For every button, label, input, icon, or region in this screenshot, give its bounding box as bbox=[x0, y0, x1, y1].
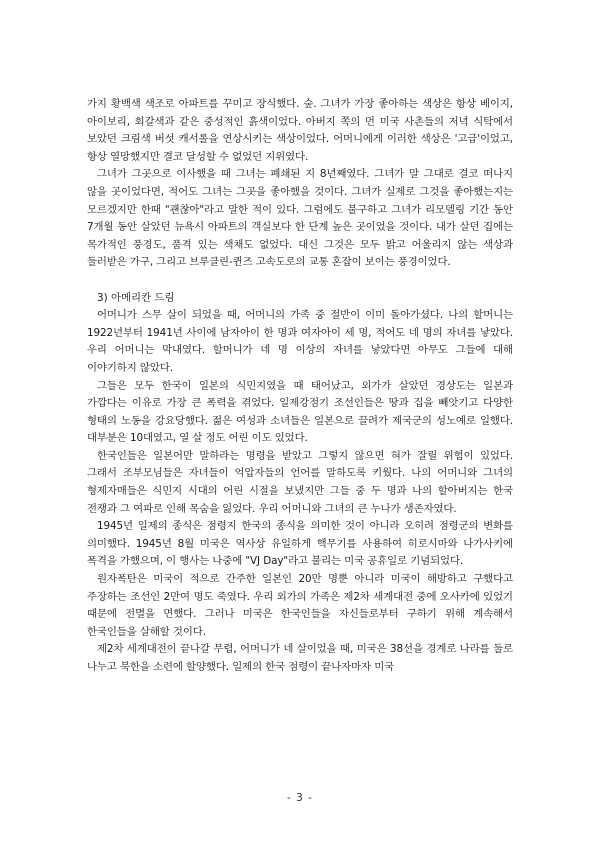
paragraph: 제2차 세계대전이 끝나갈 무렵, 어머니가 네 살이었을 때, 미국은 38선을 경계로 나라를 둘로 나누고 북한을 소련에 할양했다. 일제의 한국 점령이 끝나자마자 미국 bbox=[87, 643, 513, 673]
paragraph: 한국인들은 일본어만 말하라는 명령을 받았고 그렇지 않으면 혀가 잘릴 위험이 있었다. 그래서 조부모님들은 자녀들이 억압자들의 언어를 말하도록 키웠다. 나의 어머니와 그녀의 형제자매들은 식민지 시대의 어린 시절을 보냈지만 그들 중 두 명과 나의 할아버지는 한국 전쟁과 그 여파로 인해 목숨을 잃었다. 우리 어머니와 그녀의 큰 누나가 생존자였다. bbox=[87, 449, 513, 515]
paragraph: 1945년 일제의 종식은 점령지 한국의 종식을 의미한 것이 아니라 오히려 점령군의 변화를 의미했다. 1945년 8월 미국은 역사상 유일하게 핵무기를 사용하여 히로시마와 나가사키에 폭격을 가했으며, 이 행사는 나중에 "VJ Day"라고 불리는 미국 공휴일로 기념되었다. bbox=[87, 520, 513, 568]
paragraph: 어머니가 스무 살이 되었을 때, 어머니의 가족 중 절반이 이미 돌아가셨다. 나의 할머니는 1922년부터 1941년 사이에 남자아이 한 명과 여자아이 세 명, 적어도 네 명의 자녀를 낳았다. 우리 어머니는 막내였다. 할머니가 네 명 이상의 자녀를 낳았다면 아무도 그들에 대해 이야기하지 않았다. bbox=[87, 309, 513, 374]
paragraph: 원자폭탄은 미국이 적으로 간주한 일본인 20만 명뿐 아니라 미국이 해방하고 구했다고 주장하는 조선인 2만여 명도 죽였다. 우리 외가의 가족은 제2차 세계대전 중에 오사카에 있었기 때문에 전멸을 면했다. 그러나 미국은 한국인들을 자신들로부터 구하기 위해 계속해서 한국인들을 살해할 것이다. bbox=[87, 573, 513, 638]
page-number: - 3 - bbox=[287, 792, 313, 804]
paragraph: 그녀가 그곳으로 이사했을 때 그녀는 폐쇄된 지 8년째였다. 그녀가 말 그대로 결코 떠나지 않을 곳이었다면, 적어도 그녀는 그곳을 좋아했을 것이다. 그녀가 실제로 그것을 좋아했는지는 모르겠지만 한때 "괜찮아"라고 말한 적이 있다. 그럼에도 불구하고 그녀가 리모델링 기간 동안 7개월 동안 살았던 뉴욕시 아파트의 객실보다 한 단계 높은 곳이었을 것이다. 내가 살던 집에는 목가적인 풍경도, 품격 있는 색채도 없었다. 대신 그것은 모두 밝고 어울리지 않는 색상과 둘러받은 가구, 그리고 브루클린-퀸즈 고속도로의 교통 혼잡이 보이는 풍경이었다. bbox=[87, 168, 513, 269]
paragraph: 가지 황백색 색조로 아파트를 꾸미고 장식했다. 숲. 그녀가 가장 좋아하는 색상은 항상 베이지, 아이보리, 회갈색과 같은 중성적인 흙색이었다. 아버지 쪽의 먼 미국 사촌들의 저녁 식탁에서 보았던 크림색 버섯 캐서롤을 연상시키는 색상이었다. 어머니에게 이러한 색상은 '고급'이었고, 항상 열망했지만 결코 달성할 수 없었던 지위였다. bbox=[87, 98, 513, 163]
section-spacer bbox=[87, 272, 513, 290]
section-heading: 3) 아메리칸 드림 bbox=[97, 291, 175, 304]
paragraph: 그들은 모두 한국이 일본의 식민지였을 때 태어났고, 외가가 살았던 경상도는 일본과 가깝다는 이유로 가장 큰 폭력을 겪었다. 일제강점기 조선인들은 땅과 집을 빼앗기고 다양한 형태의 노동을 강요당했다. 젊은 여성과 소녀들은 일본으로 끌려가 제국군의 성노예로 일했다. 대부분은 10대였고, 열 살 정도 어린 이도 있었다. bbox=[87, 379, 513, 445]
page-body bbox=[87, 96, 513, 677]
